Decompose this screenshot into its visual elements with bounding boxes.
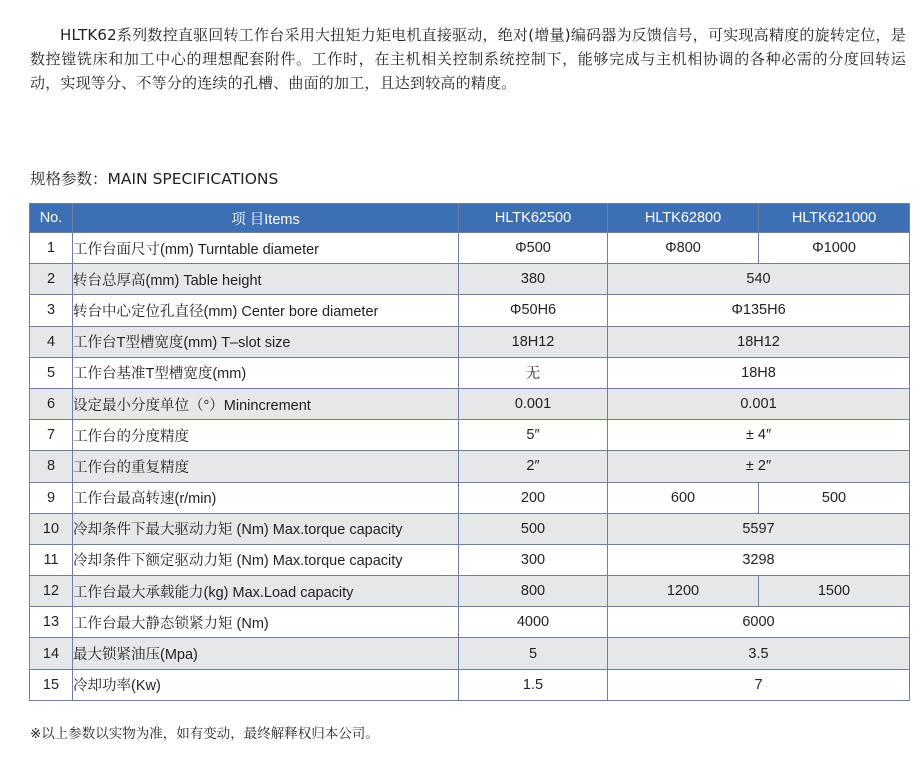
row-value: 1.5 (459, 669, 608, 700)
row-number: 9 (30, 482, 73, 513)
row-value: 200 (459, 482, 608, 513)
header-model-62500: HLTK62500 (459, 204, 608, 233)
row-item-label: 工作台T型槽宽度(mm) T–slot size (73, 326, 459, 357)
row-number: 1 (30, 233, 73, 264)
row-value: 18H12 (459, 326, 608, 357)
table-row (30, 264, 910, 295)
row-item-label: 最大锁紧油压(Mpa) (73, 638, 459, 669)
table-row (30, 544, 910, 575)
row-value: 800 (459, 576, 608, 607)
row-value: 3.5 (608, 638, 910, 669)
table-row (30, 357, 910, 388)
row-item-label: 工作台面尺寸(mm) Turntable diameter (73, 233, 459, 264)
row-item-label: 转台总厚高(mm) Table height (73, 264, 459, 295)
row-value: 7 (608, 669, 910, 700)
row-value: 4000 (459, 607, 608, 638)
row-number: 3 (30, 295, 73, 326)
row-item-label: 冷却功率(Kw) (73, 669, 459, 700)
row-value: 300 (459, 544, 608, 575)
row-number: 6 (30, 388, 73, 419)
row-value: 0.001 (459, 388, 608, 419)
table-row (30, 295, 910, 326)
row-value: 0.001 (608, 388, 910, 419)
row-number: 15 (30, 669, 73, 700)
row-number: 13 (30, 607, 73, 638)
row-item-label: 工作台基准T型槽宽度(mm) (73, 357, 459, 388)
table-row (30, 576, 910, 607)
row-number: 12 (30, 576, 73, 607)
row-value: 1200 (608, 576, 759, 607)
row-item-label: 工作台最高转速(r/min) (73, 482, 459, 513)
header-items: 项 目Items (73, 204, 459, 233)
row-number: 8 (30, 451, 73, 482)
row-number: 2 (30, 264, 73, 295)
row-value: Φ50H6 (459, 295, 608, 326)
table-row (30, 669, 910, 700)
row-value: 2″ (459, 451, 608, 482)
row-value: 18H12 (608, 326, 910, 357)
table-row (30, 451, 910, 482)
row-value: 600 (608, 482, 759, 513)
row-value: 3298 (608, 544, 910, 575)
spec-table (29, 203, 910, 701)
row-number: 5 (30, 357, 73, 388)
row-value: 500 (759, 482, 910, 513)
header-no: No. (30, 204, 73, 233)
table-row (30, 638, 910, 669)
row-value: 5″ (459, 420, 608, 451)
table-row (30, 326, 910, 357)
row-item-label: 工作台最大承载能力(kg) Max.Load capacity (73, 576, 459, 607)
row-value: 6000 (608, 607, 910, 638)
row-value: 无 (459, 357, 608, 388)
spec-title: 规格参数：MAIN SPECIFICATIONS (30, 170, 279, 188)
row-value: ± 4″ (608, 420, 910, 451)
row-number: 11 (30, 544, 73, 575)
table-row (30, 513, 910, 544)
row-value: 1500 (759, 576, 910, 607)
row-item-label: 设定最小分度单位（°）Minincrement (73, 388, 459, 419)
row-item-label: 冷却条件下最大驱动力矩 (Nm) Max.torque capacity (73, 513, 459, 544)
row-value: Φ800 (608, 233, 759, 264)
row-value: 540 (608, 264, 910, 295)
table-row (30, 420, 910, 451)
row-value: Φ500 (459, 233, 608, 264)
header-model-621000: HLTK621000 (759, 204, 910, 233)
row-item-label: 转台中心定位孔直径(mm) Center bore diameter (73, 295, 459, 326)
row-value: Φ135H6 (608, 295, 910, 326)
row-value: 380 (459, 264, 608, 295)
row-value: Φ1000 (759, 233, 910, 264)
row-number: 7 (30, 420, 73, 451)
row-value: ± 2″ (608, 451, 910, 482)
row-item-label: 工作台最大静态锁紧力矩 (Nm) (73, 607, 459, 638)
table-row (30, 233, 910, 264)
row-item-label: 工作台的分度精度 (73, 420, 459, 451)
row-item-label: 工作台的重复精度 (73, 451, 459, 482)
row-number: 14 (30, 638, 73, 669)
footnote: ※以上参数以实物为准，如有变动，最终解释权归本公司。 (30, 726, 379, 742)
table-header-row (30, 204, 910, 233)
row-number: 10 (30, 513, 73, 544)
row-value: 500 (459, 513, 608, 544)
row-item-label: 冷却条件下额定驱动力矩 (Nm) Max.torque capacity (73, 544, 459, 575)
header-model-62800: HLTK62800 (608, 204, 759, 233)
intro-paragraph: HLTK62系列数控直驱回转工作台采用大扭矩力矩电机直接驱动，绝对(增量)编码器为反馈信号，可实现高精度的旋转定位，是数控镗铣床和加工中心的理想配套附件。工作时，在主机相关控制系统控制下，能够完成与主机相协调的各种必需的分度回转运动，实现等分、不等分的连续的孔槽、曲面的加工，且达到较高的精度。 (30, 26, 906, 92)
row-value: 5 (459, 638, 608, 669)
table-row (30, 388, 910, 419)
table-row (30, 607, 910, 638)
row-number: 4 (30, 326, 73, 357)
table-row (30, 482, 910, 513)
row-value: 18H8 (608, 357, 910, 388)
row-value: 5597 (608, 513, 910, 544)
